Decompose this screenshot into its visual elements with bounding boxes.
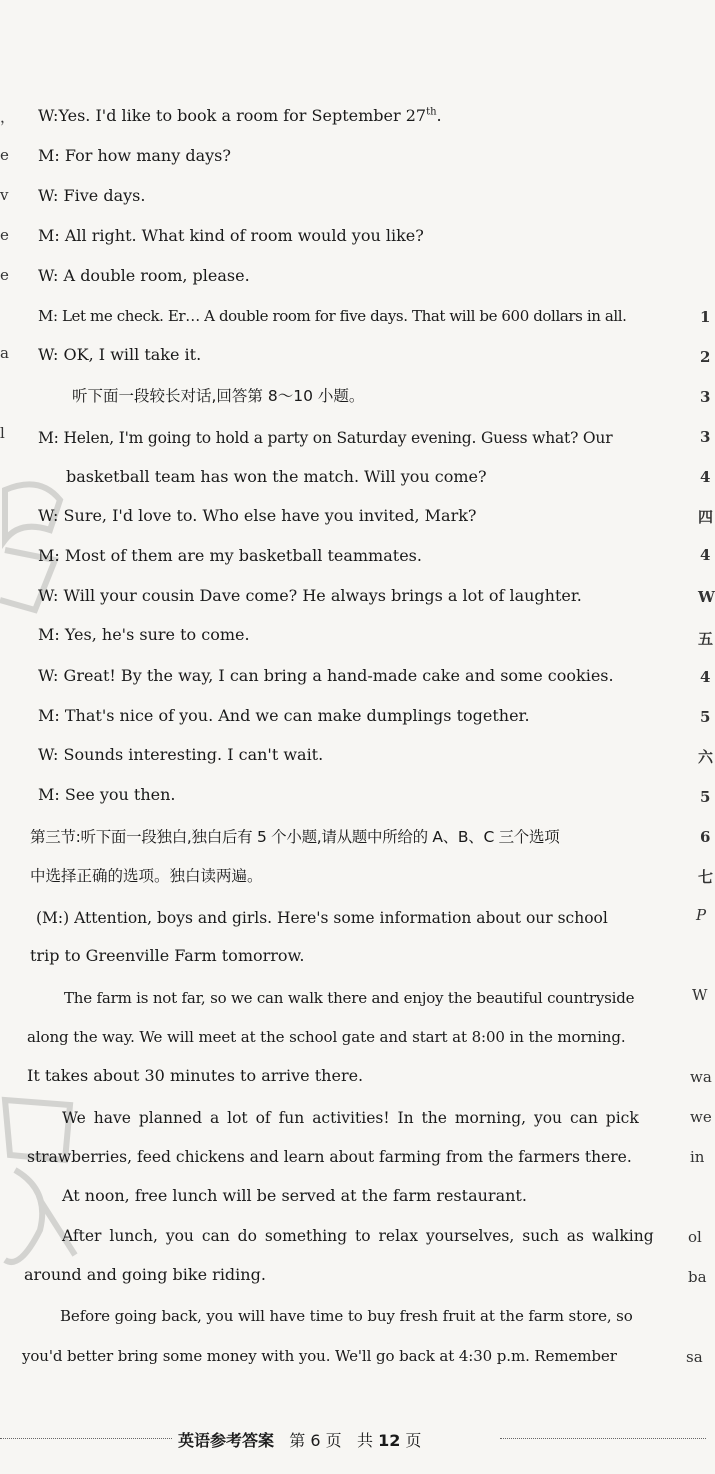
margin-fragment: l <box>0 424 5 442</box>
speaker-label: M: <box>38 429 59 447</box>
margin-fragment: 2 <box>700 348 711 366</box>
margin-fragment: v <box>0 186 9 204</box>
margin-fragment: a <box>0 344 9 362</box>
speaker-label: W: <box>38 345 59 364</box>
dialogue-line <box>38 428 612 448</box>
monologue-line: along the way. We will meet at the school gate and start at 8:00 in the morning. <box>27 1028 626 1046</box>
ordinal-suffix: th <box>426 106 437 118</box>
dialogue-text: Yes, he's sure to come. <box>64 625 250 644</box>
dialogue-text: Sounds interesting. I can't wait. <box>63 745 324 764</box>
monologue-line: We have planned a lot of fun activities! In the morning, you can pick <box>62 1109 639 1127</box>
monologue-line: (M:) Attention, boys and girls. Here's some information about our school <box>36 909 608 927</box>
speaker-label: W: <box>38 586 59 605</box>
dialogue-text: Will your cousin Dave come? He always brings a lot of laughter. <box>63 586 582 605</box>
dialogue-text: All right. What kind of room would you like? <box>64 226 424 245</box>
margin-fragment: 4 <box>700 546 711 564</box>
margin-fragment: 五 <box>698 630 714 648</box>
speaker-label: W: <box>38 266 59 285</box>
speaker-label: M: <box>38 307 58 325</box>
margin-fragment: ， <box>0 108 16 126</box>
dialogue-line <box>38 306 627 326</box>
speaker-label: M: <box>38 785 60 804</box>
dialogue-text: Most of them are my basketball teammates. <box>64 546 422 565</box>
monologue-line: trip to Greenville Farm tomorrow. <box>30 946 305 965</box>
margin-fragment: in <box>690 1148 705 1166</box>
dialogue-line <box>38 546 422 566</box>
section-instruction: 听下面一段较长对话,回答第 8～10 小题。 <box>72 387 365 405</box>
dialogue-line <box>38 666 614 686</box>
footer-text: 英语参考答案 第 6 页 共 12 页 <box>178 1431 422 1450</box>
right-margin-fragments <box>680 0 715 1474</box>
speaker-label: M: <box>38 546 60 565</box>
section-heading: 中选择正确的选项。独白读两遍。 <box>30 867 263 885</box>
dialogue-text: Yes. I'd like to book a room for September 27 <box>58 106 427 125</box>
dialogue-line <box>38 506 477 526</box>
monologue-line: strawberries, feed chickens and learn about farming from the farmers there. <box>27 1148 632 1166</box>
footer-divider <box>500 1438 706 1439</box>
footer-divider <box>0 1438 172 1439</box>
monologue-line: you'd better bring some money with you. We'll go back at 4:30 p.m. Remember <box>22 1347 617 1365</box>
page-footer <box>0 1420 706 1454</box>
dialogue-text: Helen, I'm going to hold a party on Saturday evening. Guess what? Our <box>63 429 613 447</box>
margin-fragment: ol <box>688 1228 702 1246</box>
speaker-label: W: <box>38 506 59 525</box>
margin-fragment: P <box>696 906 707 924</box>
margin-fragment: W <box>698 588 715 606</box>
monologue-line: The farm is not far, so we can walk there and enjoy the beautiful countryside <box>64 989 635 1007</box>
margin-fragment: 六 <box>698 748 714 766</box>
speaker-label: M: <box>38 226 60 245</box>
margin-fragment: ba <box>688 1268 707 1286</box>
dialogue-line <box>38 745 323 765</box>
dialogue-text: See you then. <box>64 785 176 804</box>
sentence-end: . <box>436 106 442 125</box>
total-pages: 12 <box>378 1431 401 1450</box>
dialogue-text: Great! By the way, I can bring a hand-made cake and some cookies. <box>63 666 614 685</box>
margin-fragment: 四 <box>698 508 714 526</box>
dialogue-line <box>38 266 250 286</box>
footer-title: 英语参考答案 <box>178 1431 275 1450</box>
dialogue-line <box>38 586 582 606</box>
margin-fragment: e <box>0 266 9 284</box>
margin-fragment: e <box>0 146 9 164</box>
monologue-line: Before going back, you will have time to buy fresh fruit at the farm store, so <box>60 1307 633 1325</box>
margin-fragment: 4 <box>700 468 711 486</box>
margin-fragment: 1 <box>700 308 711 326</box>
speaker-label: M: <box>38 146 60 165</box>
margin-fragment: 七 <box>698 868 714 886</box>
dialogue-text: OK, I will take it. <box>63 345 202 364</box>
speaker-label: M: <box>38 706 60 725</box>
margin-fragment: wa <box>690 1068 712 1086</box>
dialogue-line <box>38 146 231 166</box>
dialogue-line <box>38 345 201 365</box>
dialogue-line <box>38 226 424 246</box>
dialogue-line: basketball team has won the match. Will you come? <box>66 467 487 486</box>
monologue-line: After lunch, you can do something to relax yourselves, such as walking <box>62 1227 654 1245</box>
margin-fragment: 3 <box>700 428 711 446</box>
monologue-line: At noon, free lunch will be served at the farm restaurant. <box>62 1186 527 1205</box>
dialogue-text: A double room, please. <box>63 266 250 285</box>
margin-fragment: e <box>0 226 9 244</box>
speaker-label: W: <box>38 106 59 125</box>
section-heading: 第三节:听下面一段独白,独白后有 5 个小题,请从题中所给的 A、B、C 三个选项 <box>30 828 560 846</box>
dialogue-text: Five days. <box>63 186 146 205</box>
dialogue-line <box>38 785 176 805</box>
page-number: 6 <box>310 1431 321 1450</box>
dialogue-text: Let me check. Er… A double room for five days. That will be 600 dollars in all. <box>62 307 627 325</box>
margin-fragment: 5 <box>700 788 711 806</box>
margin-fragment: 4 <box>700 668 711 686</box>
dialogue-text: That's nice of you. And we can make dumplings together. <box>64 706 530 725</box>
speaker-label: M: <box>38 625 60 644</box>
monologue-line: around and going bike riding. <box>24 1265 266 1284</box>
dialogue-line <box>38 706 530 726</box>
speaker-label: W: <box>38 745 59 764</box>
monologue-line: It takes about 30 minutes to arrive there. <box>27 1066 364 1085</box>
dialogue-line <box>38 106 442 126</box>
margin-fragment: sa <box>686 1348 703 1366</box>
speaker-label: W: <box>38 666 59 685</box>
dialogue-line <box>38 625 250 645</box>
dialogue-text: Sure, I'd love to. Who else have you invited, Mark? <box>63 506 477 525</box>
speaker-label: W: <box>38 186 59 205</box>
dialogue-line <box>38 186 145 206</box>
dialogue-text: For how many days? <box>64 146 231 165</box>
margin-fragment: we <box>690 1108 712 1126</box>
margin-fragment: 3 <box>700 388 711 406</box>
margin-fragment: W <box>692 986 708 1004</box>
margin-fragment: 5 <box>700 708 711 726</box>
margin-fragment: 6 <box>700 828 711 846</box>
